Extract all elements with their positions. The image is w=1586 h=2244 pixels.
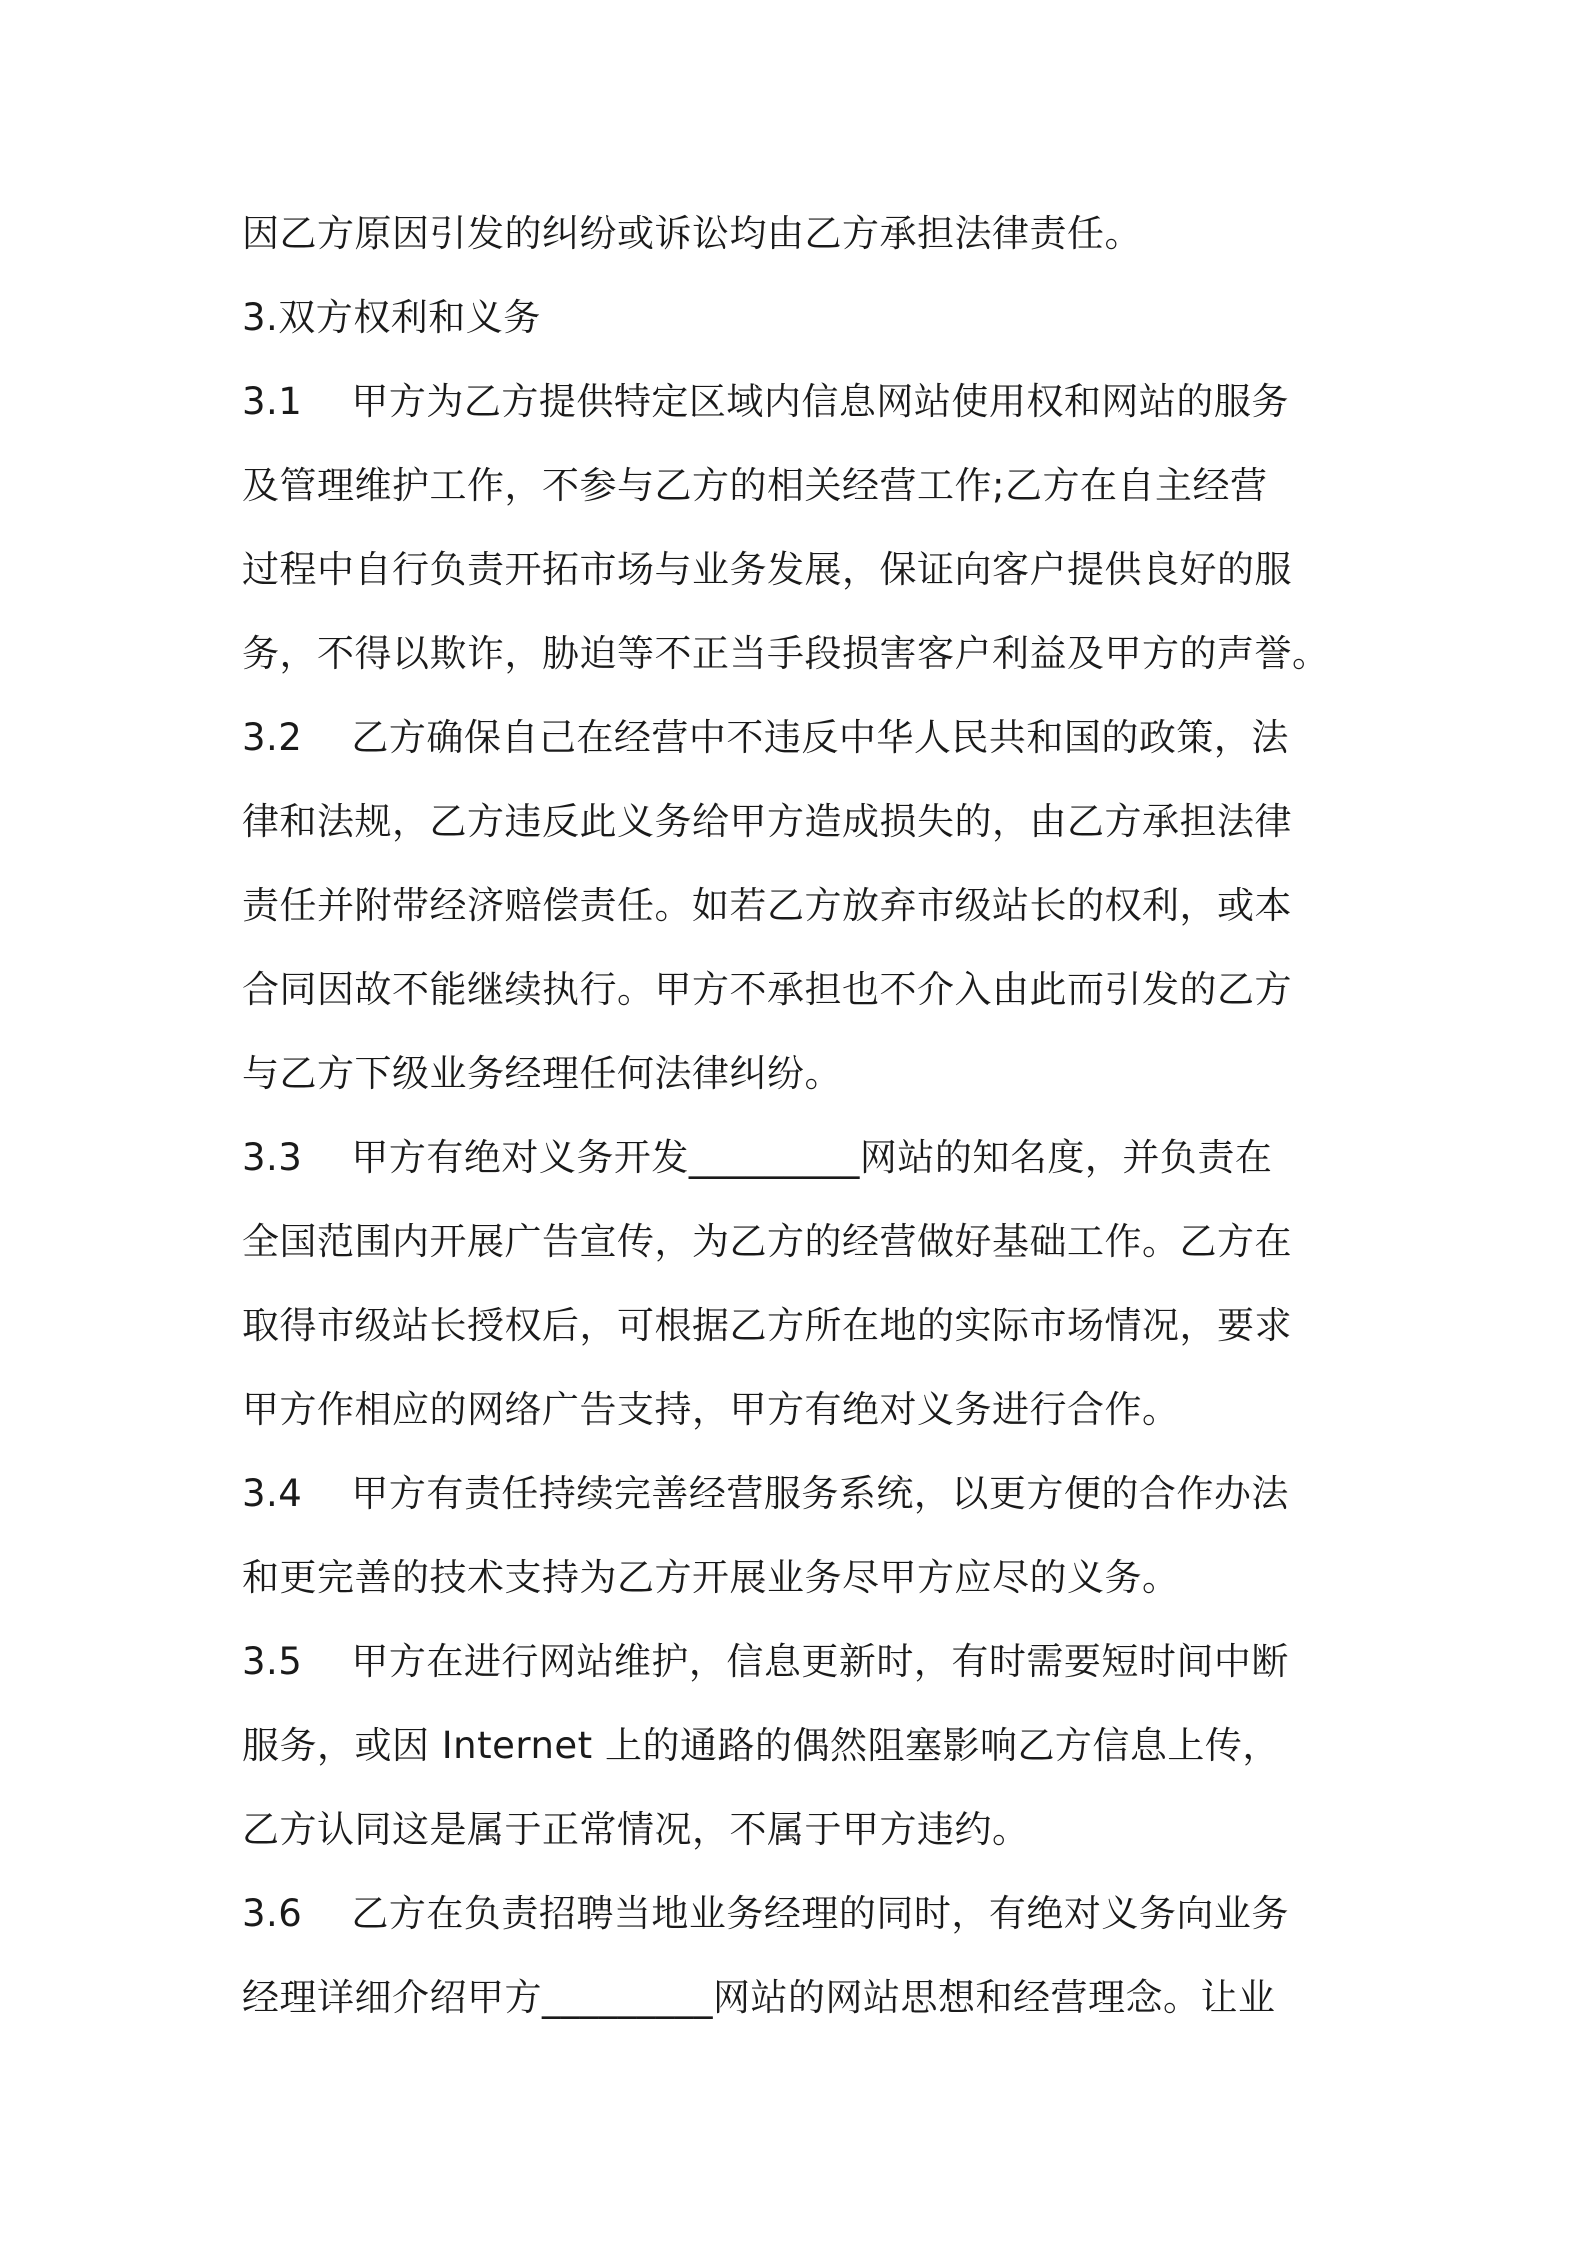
text-line: 3.3 甲方有绝对义务开发_________网站的知名度，并负责在 xyxy=(242,1136,1273,1179)
text-line: 3.1 甲方为乙方提供特定区域内信息网站使用权和网站的服务 xyxy=(242,380,1289,423)
text-line: 服务，或因 Internet 上的通路的偶然阻塞影响乙方信息上传， xyxy=(242,1724,1280,1767)
text-line: 全国范围内开展广告宣传，为乙方的经营做好基础工作。乙方在 xyxy=(242,1220,1292,1263)
text-line: 3.5 甲方在进行网站维护，信息更新时，有时需要短时间中断 xyxy=(242,1640,1289,1683)
text-line: 3.6 乙方在负责招聘当地业务经理的同时，有绝对义务向业务 xyxy=(242,1892,1289,1935)
text-line: 因乙方原因引发的纠纷或诉讼均由乙方承担法律责任。 xyxy=(242,212,1142,255)
contract-text-body xyxy=(242,192,1362,2040)
text-line: 律和法规，乙方违反此义务给甲方造成损失的，由乙方承担法律 xyxy=(242,800,1292,843)
text-line: 责任并附带经济赔偿责任。如若乙方放弃市级站长的权利，或本 xyxy=(242,884,1292,927)
text-line: 3.4 甲方有责任持续完善经营服务系统，以更方便的合作办法 xyxy=(242,1472,1289,1515)
text-line: 合同因故不能继续执行。甲方不承担也不介入由此而引发的乙方 xyxy=(242,968,1292,1011)
text-line: 与乙方下级业务经理任何法律纠纷。 xyxy=(242,1052,842,1095)
text-line: 务，不得以欺诈，胁迫等不正当手段损害客户利益及甲方的声誉。 xyxy=(242,632,1330,675)
text-line: 和更完善的技术支持为乙方开展业务尽甲方应尽的义务。 xyxy=(242,1556,1180,1599)
text-line: 经理详细介绍甲方_________网站的网站思想和经营理念。让业 xyxy=(242,1976,1276,2019)
text-line: 过程中自行负责开拓市场与业务发展，保证向客户提供良好的服 xyxy=(242,548,1292,591)
text-line: 及管理维护工作，不参与乙方的相关经营工作;乙方在自主经营 xyxy=(242,464,1268,507)
section-heading: 3.双方权利和义务 xyxy=(242,296,541,339)
text-line: 3.2 乙方确保自己在经营中不违反中华人民共和国的政策，法 xyxy=(242,716,1289,759)
text-line: 甲方作相应的网络广告支持，甲方有绝对义务进行合作。 xyxy=(242,1388,1180,1431)
text-line: 乙方认同这是属于正常情况，不属于甲方违约。 xyxy=(242,1808,1030,1851)
text-line: 取得市级站长授权后，可根据乙方所在地的实际市场情况，要求 xyxy=(242,1304,1292,1347)
